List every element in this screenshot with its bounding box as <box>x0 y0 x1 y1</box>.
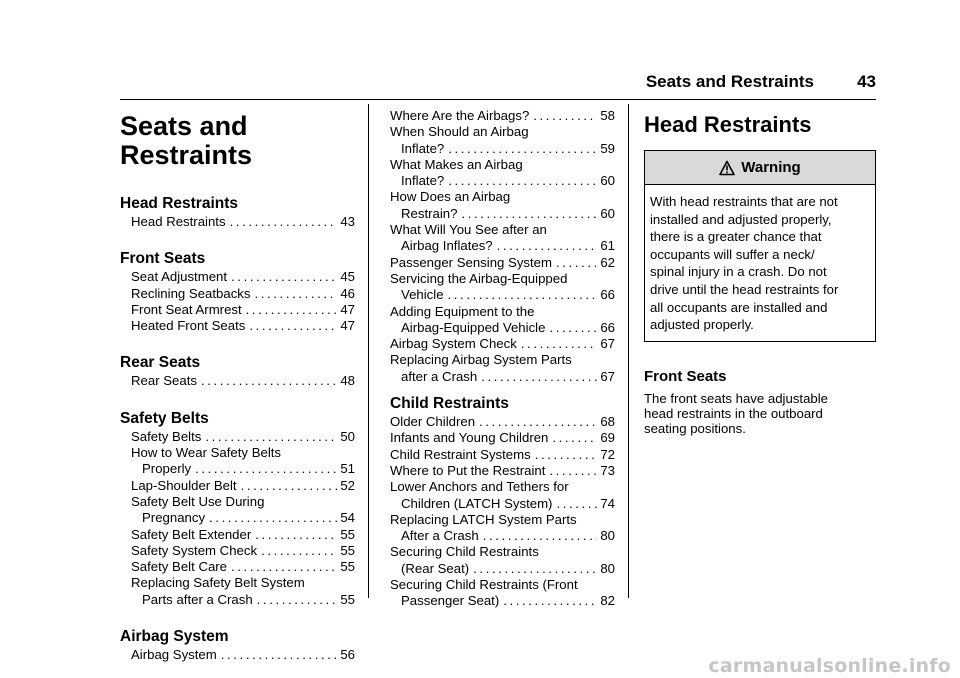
dot-leader <box>479 414 597 430</box>
paragraph-line: The front seats have adjustable <box>644 390 829 406</box>
toc-entry-line <box>131 318 355 334</box>
dot-leader <box>249 318 337 334</box>
dot-leader <box>473 561 597 577</box>
toc-entry-text: Servicing the Airbag-Equipped <box>390 270 568 286</box>
toc-entry-line <box>390 593 615 609</box>
toc-section-title: Front Seats <box>120 250 206 268</box>
dot-leader <box>481 369 597 385</box>
toc-section-title: Airbag System <box>120 628 229 646</box>
toc-page-number: 59 <box>600 140 615 156</box>
toc-entry-line <box>390 336 615 352</box>
toc-page-number: 73 <box>600 462 615 478</box>
toc-page-number: 72 <box>600 446 615 462</box>
watermark: carmanualsonline.info <box>708 655 951 677</box>
toc-page-number: 55 <box>340 526 355 542</box>
toc-entry <box>120 478 355 494</box>
toc-page-number: 69 <box>600 430 615 446</box>
toc-entry-line <box>131 543 355 559</box>
toc-entry <box>390 124 615 157</box>
toc-entry-line <box>131 214 355 230</box>
toc-page-number: 74 <box>600 495 615 511</box>
toc-section-title: Child Restraints <box>390 395 509 413</box>
toc-entry-line <box>131 373 355 389</box>
toc-page-number: 58 <box>600 108 615 123</box>
toc-entry <box>390 108 615 124</box>
toc-entry <box>120 373 355 389</box>
dot-leader <box>556 496 597 512</box>
toc-entry-text: Lower Anchors and Tethers for <box>390 479 569 495</box>
toc-entry-line <box>390 447 615 463</box>
toc-entry <box>390 414 615 430</box>
toc-entry <box>390 255 615 271</box>
toc-page-number: 61 <box>600 238 615 254</box>
toc-page-number: 66 <box>600 287 615 303</box>
toc-entry-text: Passenger Seat) <box>401 593 500 609</box>
toc-entry-text: after a Crash <box>401 368 478 384</box>
dot-leader <box>483 528 598 544</box>
toc-page-number: 54 <box>340 510 355 526</box>
toc-entry-text: Replacing Safety Belt System <box>131 575 305 591</box>
dot-leader <box>231 559 337 575</box>
toc-entry-text: Adding Equipment to the <box>390 303 535 319</box>
toc-entry-line <box>131 461 355 477</box>
toc-entry-text: Where Are the Airbags? <box>390 108 530 123</box>
toc-entries <box>390 414 615 610</box>
toc-entry <box>120 318 355 334</box>
toc-entry-text: Airbag System Check <box>390 336 517 352</box>
toc-entry-text: Front Seat Armrest <box>131 301 242 317</box>
page-number: 43 <box>857 72 876 91</box>
toc-entry-text: How Does an Airbag <box>390 189 511 205</box>
toc-entry <box>390 544 615 577</box>
toc-entry-text: Securing Child Restraints <box>390 544 539 560</box>
toc-entry <box>390 157 615 190</box>
warning-label: Warning <box>741 159 801 176</box>
toc-entry-text: Children (LATCH System) <box>401 495 553 511</box>
toc-entry-line <box>131 592 355 608</box>
toc-entry-line <box>390 496 615 512</box>
toc-column-1 <box>120 108 355 663</box>
toc-entry-line <box>390 287 615 303</box>
warning-text-line: adjusted properly. <box>650 317 754 333</box>
toc-entry-text: Inflate? <box>401 173 445 189</box>
dot-leader <box>448 173 597 189</box>
dot-leader <box>556 255 597 271</box>
toc-entry-line <box>390 528 615 544</box>
toc-page-number: 55 <box>340 542 355 558</box>
toc-entry-line <box>131 302 355 318</box>
toc-page-number: 55 <box>340 559 355 575</box>
toc-page-number: 46 <box>340 285 355 301</box>
toc-page-number: 55 <box>340 591 355 607</box>
toc-entry-text: Airbag-Equipped Vehicle <box>401 319 546 335</box>
dot-leader <box>521 336 598 352</box>
toc-entry-text: Safety Belt Use During <box>131 493 265 509</box>
toc-entry-text: How to Wear Safety Belts <box>131 445 282 461</box>
toc-entry <box>390 271 615 304</box>
toc-entry-line <box>131 286 355 302</box>
warning-text-line: installed and adjusted properly, <box>650 211 832 227</box>
toc-entry-line <box>390 463 615 479</box>
dot-leader <box>448 141 597 157</box>
toc-entry <box>390 304 615 337</box>
body-paragraph <box>644 391 876 437</box>
toc-entry-text: Head Restraints <box>131 214 226 229</box>
toc-entry-text: Restrain? <box>401 205 458 221</box>
toc-entry-text: After a Crash <box>401 528 479 544</box>
toc-entry-text: Reclining Seatbacks <box>131 285 251 301</box>
paragraph-line: seating positions. <box>644 421 746 437</box>
toc-entry-text: Lap-Shoulder Belt <box>131 477 237 493</box>
toc-page-number: 47 <box>340 318 355 334</box>
dot-leader <box>201 373 337 389</box>
toc-sections <box>120 195 355 663</box>
toc-entry <box>390 463 615 479</box>
warning-text-line: spinal injury in a crash. Do not <box>650 264 827 280</box>
dot-leader <box>241 478 338 494</box>
toc-entry-text: What Makes an Airbag <box>390 156 523 172</box>
toc-section-title: Rear Seats <box>120 354 201 372</box>
toc-page-number: 68 <box>600 414 615 430</box>
warning-triangle-icon <box>719 160 735 176</box>
toc-entry-line <box>131 559 355 575</box>
toc-entry-line <box>390 561 615 577</box>
dot-leader <box>533 108 597 124</box>
toc-page-number: 45 <box>340 269 355 285</box>
toc-entry-line <box>390 238 615 254</box>
toc-entry <box>120 494 355 527</box>
toc-entry-line <box>131 527 355 543</box>
toc-entry-text: Passenger Sensing System <box>390 254 552 270</box>
toc-entry <box>120 302 355 318</box>
toc-entry-text: Parts after a Crash <box>142 591 253 607</box>
running-header-title: Seats and Restraints <box>645 72 814 91</box>
toc-entry-text: Safety Belt Care <box>131 559 228 575</box>
toc-entry-text: Infants and Young Children <box>390 430 549 446</box>
toc-page-number: 66 <box>600 319 615 335</box>
warning-text-line: all occupants are installed and <box>650 299 828 315</box>
toc-entry <box>390 189 615 222</box>
toc-entry <box>390 222 615 255</box>
toc-entry-text: Replacing Airbag System Parts <box>390 352 572 368</box>
toc-entry-text: Properly <box>142 461 192 477</box>
toc-entry <box>120 429 355 445</box>
toc-page-number: 52 <box>340 477 355 493</box>
warning-header <box>645 151 875 185</box>
toc-page-number: 60 <box>600 205 615 221</box>
toc-page-number: 56 <box>340 647 355 663</box>
toc-entry-text: Where to Put the Restraint <box>390 462 546 478</box>
dot-leader <box>230 214 338 230</box>
toc-page-number: 48 <box>340 373 355 389</box>
toc-entry-text: Safety Belt Extender <box>131 526 252 542</box>
dot-leader <box>246 302 338 318</box>
toc-entry <box>390 352 615 385</box>
dot-leader <box>549 463 597 479</box>
toc-entry <box>120 559 355 575</box>
dot-leader <box>549 320 597 336</box>
toc-entry-text: What Will You See after an <box>390 222 547 238</box>
warning-text-line: occupants will suffer a neck/ <box>650 246 815 262</box>
toc-entry-text: Vehicle <box>401 287 444 303</box>
toc-entry <box>390 430 615 446</box>
dot-leader <box>497 238 598 254</box>
toc-entry-text: Safety Belts <box>131 428 202 444</box>
toc-page-number: 80 <box>600 560 615 576</box>
section-heading: Head Restraints <box>644 112 812 137</box>
toc-page-number: 67 <box>600 368 615 384</box>
toc-page-number: 67 <box>600 336 615 352</box>
dot-leader <box>221 647 338 663</box>
dot-leader <box>552 430 597 446</box>
toc-entry-text: (Rear Seat) <box>401 560 470 576</box>
dot-leader <box>257 592 338 608</box>
content-column <box>644 108 876 437</box>
toc-entry <box>390 512 615 545</box>
toc-entry-line <box>390 173 615 189</box>
toc-entries <box>390 108 615 385</box>
warning-text-line: there is a greater chance that <box>650 229 822 245</box>
warning-text-line: With head restraints that are not <box>650 194 838 209</box>
toc-entry <box>390 577 615 610</box>
dot-leader <box>448 287 598 303</box>
toc-page-number: 47 <box>340 301 355 317</box>
dot-leader <box>255 286 338 302</box>
toc-page-number: 82 <box>600 593 615 609</box>
toc-entry <box>120 543 355 559</box>
warning-text <box>645 185 875 341</box>
toc-entry-line <box>390 108 615 124</box>
toc-entry-line <box>390 430 615 446</box>
toc-page-number: 62 <box>600 254 615 270</box>
chapter-title: Seats and Restraints <box>120 111 253 170</box>
toc-entry <box>120 286 355 302</box>
toc-section-title: Head Restraints <box>120 195 239 212</box>
toc-entry-line <box>131 647 355 663</box>
paragraph-line: head restraints in the outboard <box>644 406 823 422</box>
dot-leader <box>205 429 337 445</box>
toc-entry <box>120 575 355 608</box>
toc-entry-line <box>390 369 615 385</box>
toc-entry <box>390 479 615 512</box>
toc-entry-line <box>131 478 355 494</box>
toc-entry <box>390 336 615 352</box>
toc-entry-text: When Should an Airbag <box>390 124 529 140</box>
column-divider <box>628 104 629 598</box>
toc-entry <box>390 447 615 463</box>
toc-entry-text: Airbag System <box>131 647 217 663</box>
header-rule <box>120 99 876 100</box>
toc-entry-line <box>390 414 615 430</box>
toc-entry-text: Seat Adjustment <box>131 269 228 285</box>
dot-leader <box>209 510 337 526</box>
toc-entry-text: Replacing LATCH System Parts <box>390 511 577 527</box>
toc-entry-line <box>131 510 355 526</box>
toc-page-number: 50 <box>340 428 355 444</box>
warning-text-line: drive until the head restraints for <box>650 281 839 297</box>
toc-entry-line <box>390 255 615 271</box>
toc-entry-line <box>131 429 355 445</box>
toc-entry-text: Child Restraint Systems <box>390 446 531 462</box>
toc-entry-line <box>390 206 615 222</box>
toc-page-number: 80 <box>600 528 615 544</box>
toc-entry-text: Airbag Inflates? <box>401 238 493 254</box>
toc-column-2 <box>390 108 615 610</box>
column-divider <box>368 104 369 598</box>
dot-leader <box>255 527 337 543</box>
toc-entry-text: Older Children <box>390 414 476 430</box>
subsection-heading: Front Seats <box>644 367 727 385</box>
toc-entry <box>120 647 355 663</box>
toc-entry <box>120 269 355 285</box>
toc-entry-text: Heated Front Seats <box>131 318 246 334</box>
dot-leader <box>261 543 337 559</box>
toc-entry-line <box>390 141 615 157</box>
toc-entry-text: Safety System Check <box>131 542 258 558</box>
dot-leader <box>535 447 598 463</box>
toc-entry <box>120 214 355 230</box>
toc-entry-line <box>131 269 355 285</box>
warning-box <box>644 150 876 342</box>
toc-entry-text: Securing Child Restraints (Front <box>390 577 578 593</box>
toc-entry-line <box>390 320 615 336</box>
dot-leader <box>461 206 597 222</box>
toc-entry-text: Pregnancy <box>142 510 206 526</box>
toc-entry <box>120 527 355 543</box>
dot-leader <box>503 593 597 609</box>
toc-page-number: 43 <box>340 214 355 229</box>
toc-page-number: 60 <box>600 173 615 189</box>
dot-leader <box>195 461 337 477</box>
toc-entry-text: Rear Seats <box>131 373 197 389</box>
toc-page-number: 51 <box>340 461 355 477</box>
toc-section-title: Safety Belts <box>120 409 209 427</box>
dot-leader <box>231 269 337 285</box>
toc-entry <box>120 445 355 478</box>
toc-entry-text: Inflate? <box>401 140 445 156</box>
